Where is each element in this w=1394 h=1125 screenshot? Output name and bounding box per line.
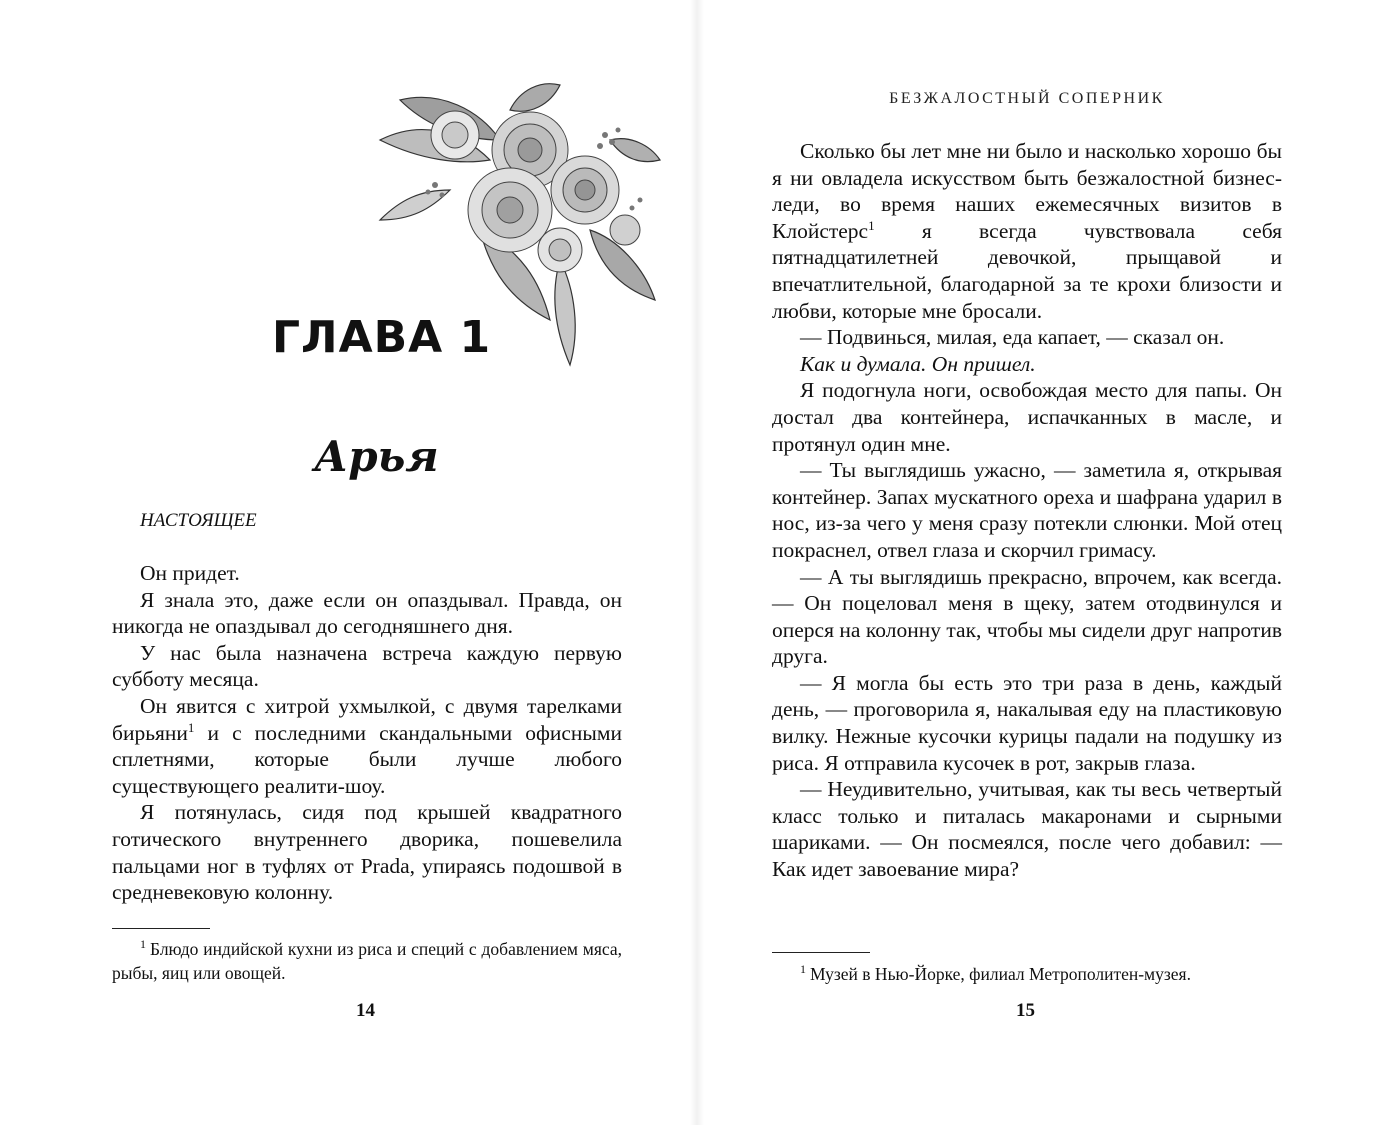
paragraph: — Подвинься, милая, еда капает, — сказал он. [800, 325, 1225, 350]
footnote-marker: 1 [800, 962, 806, 977]
footnote-text: Музей в Нью-Йорке, филиал Метрополитен-музея. [810, 964, 1191, 984]
character-name: Арья [314, 432, 439, 481]
right-body-text [772, 138, 1282, 883]
paragraph: Я подогнула ноги, освобождая место для папы. Он достал два контейнера, испачканных в масле, и протянул один мне. [772, 378, 1282, 456]
paragraph-text: Сколько бы лет мне ни было и насколько хорошо бы я ни овладела искусством быть безжалостной бизнес-леди, во время наших ежемесячных визитов в Клойстерс [772, 139, 1282, 243]
footnote-reference: 1 [187, 719, 195, 735]
paragraph: — А ты выглядишь прекрасно, впрочем, как всегда. — Он поцеловал меня в щеку, затем отодвинулся и оперся на колонну так, чтобы мы сидели друг напротив друга. [772, 564, 1282, 669]
paragraph-text: я всегда чувствовала себя пятнадцатилетней девочкой, прыщавой и впечатлительной, благодарной за те крохи близости и любви, которые мне бросали. [772, 218, 1282, 323]
paragraph-italic: Как и думала. Он пришел. [800, 351, 1036, 376]
paragraph: Он придет. [140, 561, 240, 585]
paragraph: — Ты выглядишь ужасно, — заметила я, открывая контейнер. Запах мускатного ореха и шафрана ударил в нос, из-за чего у меня сразу потекли слюнки. Мой отец покраснел, отвел глаза и скорчил гримасу. [772, 458, 1282, 562]
paragraph [112, 693, 622, 799]
footnote [112, 937, 622, 985]
section-label: НАСТОЯЩЕЕ [140, 510, 257, 531]
footnote-text: Блюдо индийской кухни из риса и специй с добавлением мяса, рыбы, яиц или овощей. [112, 939, 622, 983]
paragraph-text: Он явится с хитрой ухмылкой, с двумя тарелками бирьяни [112, 693, 622, 745]
running-head: БЕЗЖАЛОСТНЫЙ СОПЕРНИК [889, 90, 1165, 107]
footnote-divider [112, 928, 210, 929]
paragraph: Я потянулась, сидя под крышей квадратного готического внутреннего дворика, пошевелила пальцами ног в туфлях от Prada, упираясь подошвой в средневековую колонну. [112, 800, 622, 905]
chapter-title: ГЛАВА 1 [272, 312, 492, 363]
footnote [772, 962, 1282, 986]
paragraph [772, 138, 1282, 324]
page-number: 14 [356, 1000, 375, 1021]
left-body-text [112, 560, 622, 906]
footnote-divider [772, 952, 870, 953]
paragraph: У нас была назначена встреча каждую первую субботу месяца. [112, 640, 622, 692]
footnote-reference: 1 [868, 217, 875, 233]
paragraph: — Я могла бы есть это три раза в день, каждый день, — проговорила я, накалывая еду на пластиковую вилку. Нежные кусочки курицы падали на подушку из риса. Я отправила кусочек в рот, закрыв глаза. [772, 670, 1282, 775]
paragraph-text: и с последними скандальными офисными сплетнями, которые были лучше любого существующего реалити-шоу. [112, 720, 622, 798]
paragraph: — Неудивительно, учитывая, как ты весь четвертый класс только и питалась макаронами и сырными шариками. — Он посмеялся, после чего добавил: — Как идет завоевание мира? [772, 777, 1282, 882]
paragraph: Я знала это, даже если он опаздывал. Правда, он никогда не опаздывал до сегодняшнего дня. [112, 587, 622, 639]
footnote-marker: 1 [140, 937, 146, 952]
page-number: 15 [1016, 1000, 1035, 1021]
